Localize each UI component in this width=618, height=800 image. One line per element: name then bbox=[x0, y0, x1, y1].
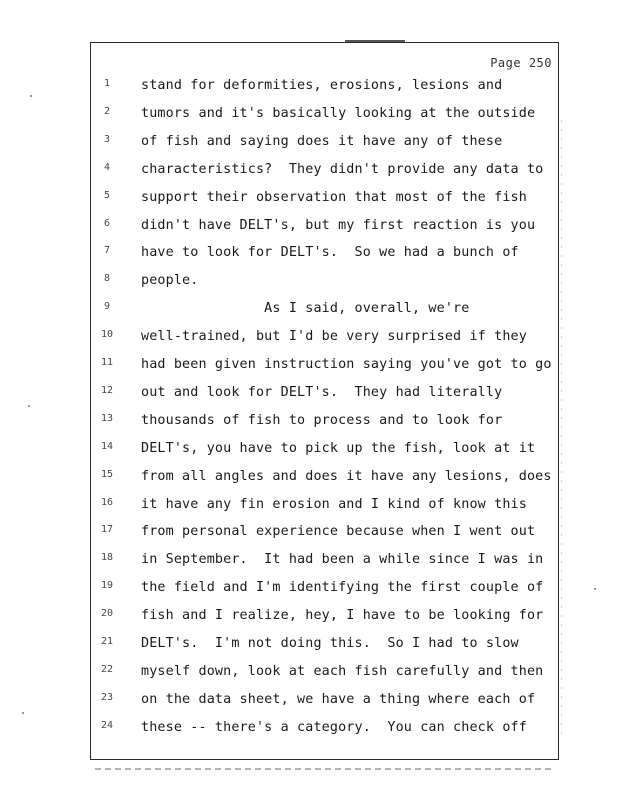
transcript-line bbox=[0, 357, 618, 385]
transcript-line bbox=[0, 329, 618, 357]
line-number: 21 bbox=[100, 636, 114, 647]
line-text: characteristics? They didn't provide any data to bbox=[141, 161, 544, 177]
line-text: of fish and saying does it have any of these bbox=[141, 133, 503, 149]
bottom-scan-artifact bbox=[95, 768, 555, 770]
line-number: 24 bbox=[100, 719, 114, 731]
line-number: 4 bbox=[103, 161, 111, 173]
transcript-line bbox=[0, 524, 618, 552]
line-text: didn't have DELT's, but my first reaction is you bbox=[141, 217, 536, 233]
line-text: myself down, look at each fish carefully and then bbox=[141, 663, 544, 679]
transcript-line bbox=[0, 692, 618, 720]
transcript-line bbox=[0, 106, 618, 134]
line-text: well-trained, but I'd be very surprised if they bbox=[141, 329, 527, 345]
transcript-line bbox=[0, 218, 618, 246]
line-text: thousands of fish to process and to look for bbox=[141, 412, 503, 428]
line-text: DELT's. I'm not doing this. So I had to slow bbox=[141, 636, 519, 651]
transcript-line bbox=[0, 78, 618, 106]
line-number: 17 bbox=[100, 524, 114, 536]
transcript-line bbox=[0, 497, 618, 525]
line-text: stand for deformities, erosions, lesions and bbox=[141, 78, 503, 93]
line-text: on the data sheet, we have a thing where each of bbox=[141, 691, 536, 707]
line-number: 7 bbox=[103, 245, 111, 257]
transcript-line bbox=[0, 636, 618, 664]
transcript-line bbox=[0, 162, 618, 190]
line-text: support their observation that most of the fish bbox=[141, 189, 527, 205]
transcript-line bbox=[0, 385, 618, 413]
line-number: 23 bbox=[100, 691, 114, 703]
page-number: Page 250 bbox=[490, 56, 552, 70]
line-number: 20 bbox=[100, 608, 114, 620]
line-text: tumors and it's basically looking at the outside bbox=[141, 105, 536, 121]
line-number: 16 bbox=[100, 496, 114, 508]
transcript-line bbox=[0, 245, 618, 273]
line-number: 8 bbox=[103, 273, 111, 285]
line-text: these -- there's a category. You can check off bbox=[141, 719, 527, 735]
transcript-line bbox=[0, 301, 618, 329]
line-number: 5 bbox=[103, 189, 111, 201]
line-text: the field and I'm identifying the first couple of bbox=[141, 580, 544, 596]
line-text: have to look for DELT's. So we had a bunch of bbox=[141, 245, 519, 261]
line-number: 15 bbox=[100, 468, 114, 480]
transcript-line bbox=[0, 580, 618, 608]
line-number: 11 bbox=[100, 357, 114, 368]
line-text: fish and I realize, hey, I have to be looking for bbox=[141, 608, 544, 624]
line-number: 3 bbox=[103, 133, 111, 145]
transcript-line bbox=[0, 134, 618, 162]
line-text: had been given instruction saying you've got to go bbox=[141, 357, 552, 372]
transcript-line bbox=[0, 469, 618, 497]
transcript-line bbox=[0, 608, 618, 636]
line-number: 6 bbox=[103, 217, 111, 229]
line-number: 10 bbox=[100, 329, 114, 341]
line-number: 18 bbox=[100, 552, 114, 564]
line-number: 9 bbox=[103, 301, 111, 313]
transcript-line bbox=[0, 413, 618, 441]
line-text: out and look for DELT's. They had literally bbox=[141, 384, 503, 400]
transcript-line bbox=[0, 273, 618, 301]
line-number: 19 bbox=[100, 580, 114, 592]
transcript-line bbox=[0, 190, 618, 218]
line-text: from personal experience because when I went out bbox=[141, 524, 536, 540]
line-text: DELT's, you have to pick up the fish, look at it bbox=[141, 440, 536, 456]
line-text: it have any fin erosion and I kind of know this bbox=[141, 496, 527, 512]
line-number: 22 bbox=[100, 663, 114, 675]
transcript-line bbox=[0, 720, 618, 748]
transcript-line bbox=[0, 441, 618, 469]
line-text: in September. It had been a while since I was in bbox=[141, 552, 544, 568]
line-text: from all angles and does it have any lesions, does bbox=[141, 468, 552, 484]
line-number: 13 bbox=[100, 412, 114, 424]
line-number: 2 bbox=[103, 105, 111, 117]
line-number: 12 bbox=[100, 384, 114, 396]
line-text: As I said, overall, we're bbox=[141, 301, 470, 317]
transcript-line bbox=[0, 664, 618, 692]
line-number: 1 bbox=[103, 78, 111, 89]
line-text: people. bbox=[141, 273, 199, 289]
transcript-line bbox=[0, 552, 618, 580]
line-number: 14 bbox=[100, 440, 114, 452]
